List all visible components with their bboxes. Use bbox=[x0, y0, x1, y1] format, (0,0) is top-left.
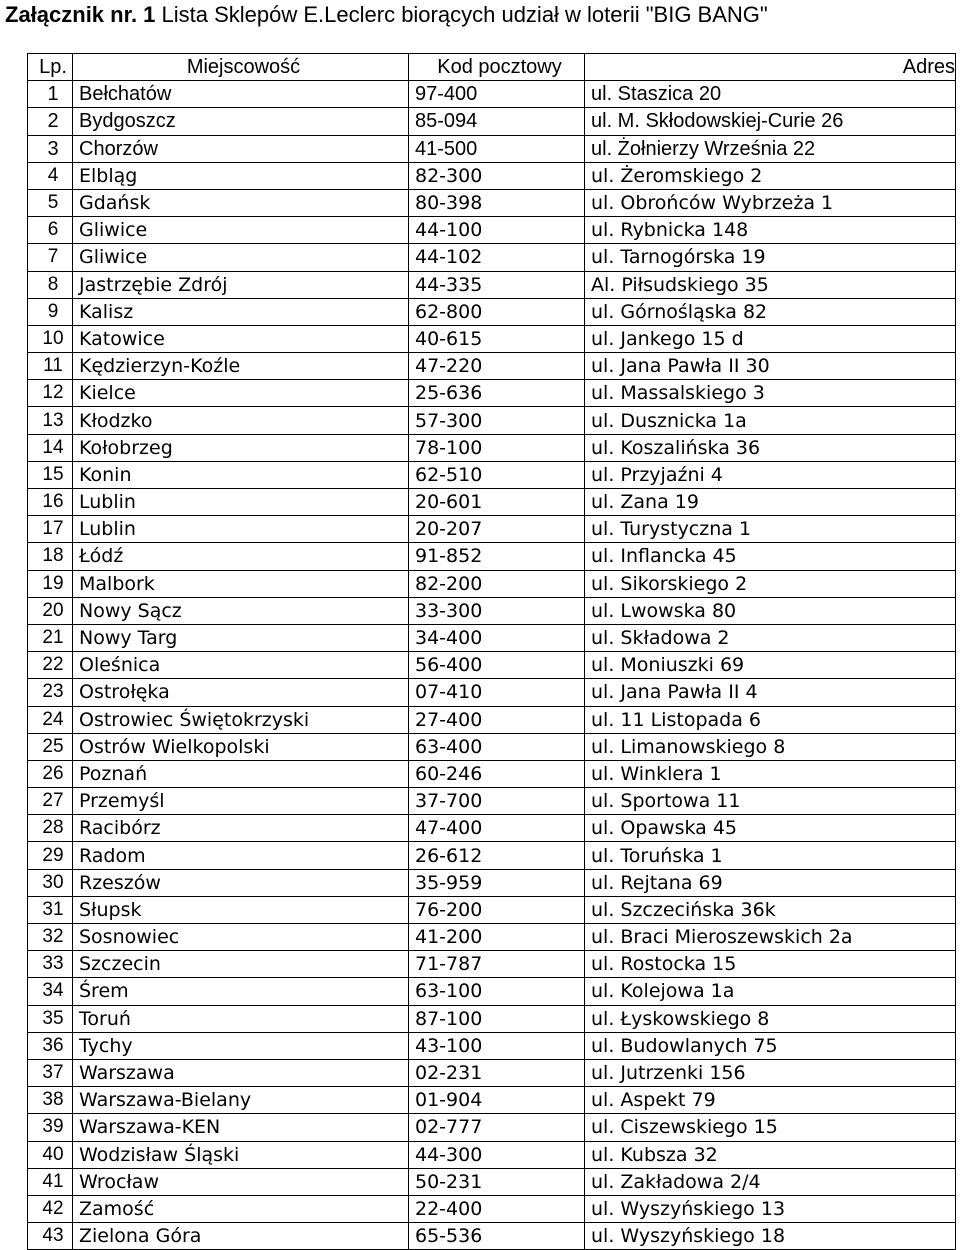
row-address: ul. Przyjaźni 4 bbox=[585, 461, 956, 488]
row-address: ul. Zakładowa 2/4 bbox=[585, 1168, 956, 1195]
row-address: ul. Zana 19 bbox=[585, 489, 956, 516]
row-postal-code: 43-100 bbox=[409, 1032, 585, 1059]
row-postal-code: 87-100 bbox=[409, 1005, 585, 1032]
table-row bbox=[28, 1087, 956, 1114]
row-city: Elbląg bbox=[73, 162, 409, 189]
row-city: Śrem bbox=[73, 978, 409, 1005]
table-row bbox=[28, 733, 956, 760]
title-text: Lista Sklepów E.Leclerc biorących udział w loterii "BIG BANG" bbox=[155, 2, 768, 27]
row-number: 14 bbox=[28, 434, 73, 461]
row-address: ul. Aspekt 79 bbox=[585, 1087, 956, 1114]
row-address: ul. Ciszewskiego 15 bbox=[585, 1114, 956, 1141]
row-address: ul. Rybnicka 148 bbox=[585, 217, 956, 244]
row-postal-code: 20-601 bbox=[409, 489, 585, 516]
row-number: 31 bbox=[28, 896, 73, 923]
row-city: Warszawa bbox=[73, 1059, 409, 1086]
row-city: Nowy Targ bbox=[73, 624, 409, 651]
header-city: Miejscowość bbox=[73, 54, 409, 81]
row-postal-code: 63-100 bbox=[409, 978, 585, 1005]
table-row bbox=[28, 815, 956, 842]
row-address: ul. Jankego 15 d bbox=[585, 325, 956, 352]
row-address: ul. Koszalińska 36 bbox=[585, 434, 956, 461]
row-city: Ostrowiec Świętokrzyski bbox=[73, 706, 409, 733]
table-row bbox=[28, 516, 956, 543]
row-number: 43 bbox=[28, 1223, 73, 1250]
row-address: ul. Łyskowskiego 8 bbox=[585, 1005, 956, 1032]
row-address: ul. Turystyczna 1 bbox=[585, 516, 956, 543]
table-row bbox=[28, 189, 956, 216]
row-city: Ostrów Wielkopolski bbox=[73, 733, 409, 760]
row-city: Poznań bbox=[73, 760, 409, 787]
row-number: 11 bbox=[28, 353, 73, 380]
table-row bbox=[28, 1223, 956, 1250]
row-postal-code: 76-200 bbox=[409, 896, 585, 923]
row-address: ul. Dusznicka 1a bbox=[585, 407, 956, 434]
row-postal-code: 40-615 bbox=[409, 325, 585, 352]
header-postal-code: Kod pocztowy bbox=[409, 54, 585, 81]
row-city: Kołobrzeg bbox=[73, 434, 409, 461]
table-row bbox=[28, 706, 956, 733]
row-postal-code: 71-787 bbox=[409, 951, 585, 978]
row-number: 33 bbox=[28, 951, 73, 978]
table-row bbox=[28, 135, 956, 162]
row-postal-code: 41-200 bbox=[409, 924, 585, 951]
row-city: Ostrołęka bbox=[73, 679, 409, 706]
table-row bbox=[28, 325, 956, 352]
table-row bbox=[28, 543, 956, 570]
row-address: ul. 11 Listopada 6 bbox=[585, 706, 956, 733]
row-postal-code: 44-335 bbox=[409, 271, 585, 298]
row-postal-code: 44-100 bbox=[409, 217, 585, 244]
row-city: Tychy bbox=[73, 1032, 409, 1059]
row-city: Chorzów bbox=[73, 135, 409, 162]
table-row bbox=[28, 1032, 956, 1059]
row-number: 30 bbox=[28, 869, 73, 896]
row-postal-code: 78-100 bbox=[409, 434, 585, 461]
row-city: Gliwice bbox=[73, 217, 409, 244]
row-city: Łódź bbox=[73, 543, 409, 570]
row-address: ul. Sikorskiego 2 bbox=[585, 570, 956, 597]
row-address: ul. Braci Mieroszewskich 2a bbox=[585, 924, 956, 951]
row-address: ul. Staszica 20 bbox=[585, 81, 956, 108]
row-address: Al. Piłsudskiego 35 bbox=[585, 271, 956, 298]
row-postal-code: 35-959 bbox=[409, 869, 585, 896]
table-row bbox=[28, 597, 956, 624]
row-postal-code: 97-400 bbox=[409, 81, 585, 108]
row-number: 29 bbox=[28, 842, 73, 869]
row-city: Sosnowiec bbox=[73, 924, 409, 951]
row-number: 24 bbox=[28, 706, 73, 733]
row-postal-code: 85-094 bbox=[409, 108, 585, 135]
table-row bbox=[28, 244, 956, 271]
row-number: 2 bbox=[28, 108, 73, 135]
row-postal-code: 62-510 bbox=[409, 461, 585, 488]
table-row bbox=[28, 924, 956, 951]
row-city: Wodzisław Śląski bbox=[73, 1141, 409, 1168]
row-postal-code: 65-536 bbox=[409, 1223, 585, 1250]
row-address: ul. Żeromskiego 2 bbox=[585, 162, 956, 189]
row-city: Malbork bbox=[73, 570, 409, 597]
row-postal-code: 62-800 bbox=[409, 298, 585, 325]
row-city: Szczecin bbox=[73, 951, 409, 978]
row-number: 4 bbox=[28, 162, 73, 189]
row-postal-code: 44-102 bbox=[409, 244, 585, 271]
table-row bbox=[28, 407, 956, 434]
table-row bbox=[28, 978, 956, 1005]
row-postal-code: 47-400 bbox=[409, 815, 585, 842]
row-city: Kielce bbox=[73, 380, 409, 407]
row-postal-code: 34-400 bbox=[409, 624, 585, 651]
table-row bbox=[28, 81, 956, 108]
row-city: Rzeszów bbox=[73, 869, 409, 896]
row-address: ul. Górnośląska 82 bbox=[585, 298, 956, 325]
row-postal-code: 22-400 bbox=[409, 1195, 585, 1222]
row-postal-code: 47-220 bbox=[409, 353, 585, 380]
row-number: 17 bbox=[28, 516, 73, 543]
row-address: ul. Opawska 45 bbox=[585, 815, 956, 842]
row-number: 5 bbox=[28, 189, 73, 216]
row-address: ul. Budowlanych 75 bbox=[585, 1032, 956, 1059]
row-address: ul. Tarnogórska 19 bbox=[585, 244, 956, 271]
table-row bbox=[28, 1005, 956, 1032]
row-number: 10 bbox=[28, 325, 73, 352]
row-city: Radom bbox=[73, 842, 409, 869]
table-row bbox=[28, 271, 956, 298]
table-row bbox=[28, 1114, 956, 1141]
row-number: 19 bbox=[28, 570, 73, 597]
row-city: Zielona Góra bbox=[73, 1223, 409, 1250]
table-row bbox=[28, 951, 956, 978]
row-number: 13 bbox=[28, 407, 73, 434]
row-address: ul. Żołnierzy Września 22 bbox=[585, 135, 956, 162]
row-address: ul. Winklera 1 bbox=[585, 760, 956, 787]
row-number: 27 bbox=[28, 788, 73, 815]
row-number: 35 bbox=[28, 1005, 73, 1032]
row-city: Oleśnica bbox=[73, 652, 409, 679]
row-city: Gliwice bbox=[73, 244, 409, 271]
row-address: ul. Inflancka 45 bbox=[585, 543, 956, 570]
row-address: ul. Limanowskiego 8 bbox=[585, 733, 956, 760]
header-lp: Lp. bbox=[28, 54, 73, 81]
row-address: ul. Składowa 2 bbox=[585, 624, 956, 651]
row-number: 21 bbox=[28, 624, 73, 651]
row-address: ul. M. Skłodowskiej-Curie 26 bbox=[585, 108, 956, 135]
row-number: 7 bbox=[28, 244, 73, 271]
row-address: ul. Obrońców Wybrzeża 1 bbox=[585, 189, 956, 216]
table-row bbox=[28, 380, 956, 407]
table-row bbox=[28, 108, 956, 135]
row-number: 12 bbox=[28, 380, 73, 407]
row-number: 8 bbox=[28, 271, 73, 298]
row-city: Konin bbox=[73, 461, 409, 488]
row-address: ul. Sportowa 11 bbox=[585, 788, 956, 815]
row-address: ul. Jana Pawła II 30 bbox=[585, 353, 956, 380]
row-number: 34 bbox=[28, 978, 73, 1005]
row-city: Racibórz bbox=[73, 815, 409, 842]
row-address: ul. Rejtana 69 bbox=[585, 869, 956, 896]
table-row bbox=[28, 1141, 956, 1168]
row-postal-code: 37-700 bbox=[409, 788, 585, 815]
table-row bbox=[28, 489, 956, 516]
row-city: Katowice bbox=[73, 325, 409, 352]
row-number: 28 bbox=[28, 815, 73, 842]
table-row bbox=[28, 842, 956, 869]
title-prefix: Załącznik nr. 1 bbox=[5, 2, 156, 27]
row-city: Zamość bbox=[73, 1195, 409, 1222]
row-city: Lublin bbox=[73, 489, 409, 516]
row-postal-code: 63-400 bbox=[409, 733, 585, 760]
row-city: Słupsk bbox=[73, 896, 409, 923]
page-title bbox=[5, 2, 768, 28]
row-number: 3 bbox=[28, 135, 73, 162]
stores-table bbox=[27, 53, 956, 1250]
row-address: ul. Szczecińska 36k bbox=[585, 896, 956, 923]
row-address: ul. Lwowska 80 bbox=[585, 597, 956, 624]
row-city: Kłodzko bbox=[73, 407, 409, 434]
row-city: Kędzierzyn-Koźle bbox=[73, 353, 409, 380]
table-row bbox=[28, 217, 956, 244]
row-address: ul. Wyszyńskiego 18 bbox=[585, 1223, 956, 1250]
row-address: ul. Jutrzenki 156 bbox=[585, 1059, 956, 1086]
row-city: Wrocław bbox=[73, 1168, 409, 1195]
row-address: ul. Wyszyńskiego 13 bbox=[585, 1195, 956, 1222]
table-row bbox=[28, 624, 956, 651]
row-number: 18 bbox=[28, 543, 73, 570]
row-postal-code: 41-500 bbox=[409, 135, 585, 162]
row-number: 37 bbox=[28, 1059, 73, 1086]
row-postal-code: 20-207 bbox=[409, 516, 585, 543]
table-row bbox=[28, 570, 956, 597]
row-number: 36 bbox=[28, 1032, 73, 1059]
row-number: 6 bbox=[28, 217, 73, 244]
header-address: Adres bbox=[585, 54, 956, 81]
row-postal-code: 27-400 bbox=[409, 706, 585, 733]
row-city: Gdańsk bbox=[73, 189, 409, 216]
table-row bbox=[28, 353, 956, 380]
row-postal-code: 01-904 bbox=[409, 1087, 585, 1114]
row-number: 42 bbox=[28, 1195, 73, 1222]
row-city: Warszawa-Bielany bbox=[73, 1087, 409, 1114]
row-number: 20 bbox=[28, 597, 73, 624]
table-row bbox=[28, 652, 956, 679]
row-postal-code: 60-246 bbox=[409, 760, 585, 787]
row-postal-code: 33-300 bbox=[409, 597, 585, 624]
table-row bbox=[28, 1168, 956, 1195]
row-city: Kalisz bbox=[73, 298, 409, 325]
row-number: 39 bbox=[28, 1114, 73, 1141]
row-number: 9 bbox=[28, 298, 73, 325]
row-address: ul. Moniuszki 69 bbox=[585, 652, 956, 679]
row-postal-code: 50-231 bbox=[409, 1168, 585, 1195]
table-row bbox=[28, 162, 956, 189]
row-number: 26 bbox=[28, 760, 73, 787]
row-address: ul. Kolejowa 1a bbox=[585, 978, 956, 1005]
row-postal-code: 57-300 bbox=[409, 407, 585, 434]
row-postal-code: 44-300 bbox=[409, 1141, 585, 1168]
row-number: 23 bbox=[28, 679, 73, 706]
row-city: Bydgoszcz bbox=[73, 108, 409, 135]
table-row bbox=[28, 461, 956, 488]
table-row bbox=[28, 1195, 956, 1222]
table-header-row bbox=[28, 54, 956, 81]
row-postal-code: 07-410 bbox=[409, 679, 585, 706]
row-number: 15 bbox=[28, 461, 73, 488]
row-city: Lublin bbox=[73, 516, 409, 543]
row-postal-code: 82-300 bbox=[409, 162, 585, 189]
row-postal-code: 02-231 bbox=[409, 1059, 585, 1086]
row-address: ul. Kubsza 32 bbox=[585, 1141, 956, 1168]
table-row bbox=[28, 679, 956, 706]
row-number: 40 bbox=[28, 1141, 73, 1168]
row-postal-code: 25-636 bbox=[409, 380, 585, 407]
row-number: 41 bbox=[28, 1168, 73, 1195]
row-address: ul. Massalskiego 3 bbox=[585, 380, 956, 407]
row-postal-code: 91-852 bbox=[409, 543, 585, 570]
row-number: 32 bbox=[28, 924, 73, 951]
row-postal-code: 56-400 bbox=[409, 652, 585, 679]
row-number: 22 bbox=[28, 652, 73, 679]
row-city: Warszawa-KEN bbox=[73, 1114, 409, 1141]
table-row bbox=[28, 760, 956, 787]
table-row bbox=[28, 788, 956, 815]
row-address: ul. Jana Pawła II 4 bbox=[585, 679, 956, 706]
table-body bbox=[28, 81, 956, 1250]
row-city: Jastrzębie Zdrój bbox=[73, 271, 409, 298]
row-address: ul. Rostocka 15 bbox=[585, 951, 956, 978]
row-city: Nowy Sącz bbox=[73, 597, 409, 624]
row-number: 1 bbox=[28, 81, 73, 108]
table-row bbox=[28, 896, 956, 923]
row-postal-code: 02-777 bbox=[409, 1114, 585, 1141]
table-row bbox=[28, 869, 956, 896]
table-row bbox=[28, 1059, 956, 1086]
row-address: ul. Toruńska 1 bbox=[585, 842, 956, 869]
row-postal-code: 26-612 bbox=[409, 842, 585, 869]
table-row bbox=[28, 434, 956, 461]
row-number: 16 bbox=[28, 489, 73, 516]
row-number: 38 bbox=[28, 1087, 73, 1114]
row-postal-code: 80-398 bbox=[409, 189, 585, 216]
row-city: Bełchatów bbox=[73, 81, 409, 108]
row-city: Przemyśl bbox=[73, 788, 409, 815]
row-city: Toruń bbox=[73, 1005, 409, 1032]
row-number: 25 bbox=[28, 733, 73, 760]
table-row bbox=[28, 298, 956, 325]
row-postal-code: 82-200 bbox=[409, 570, 585, 597]
